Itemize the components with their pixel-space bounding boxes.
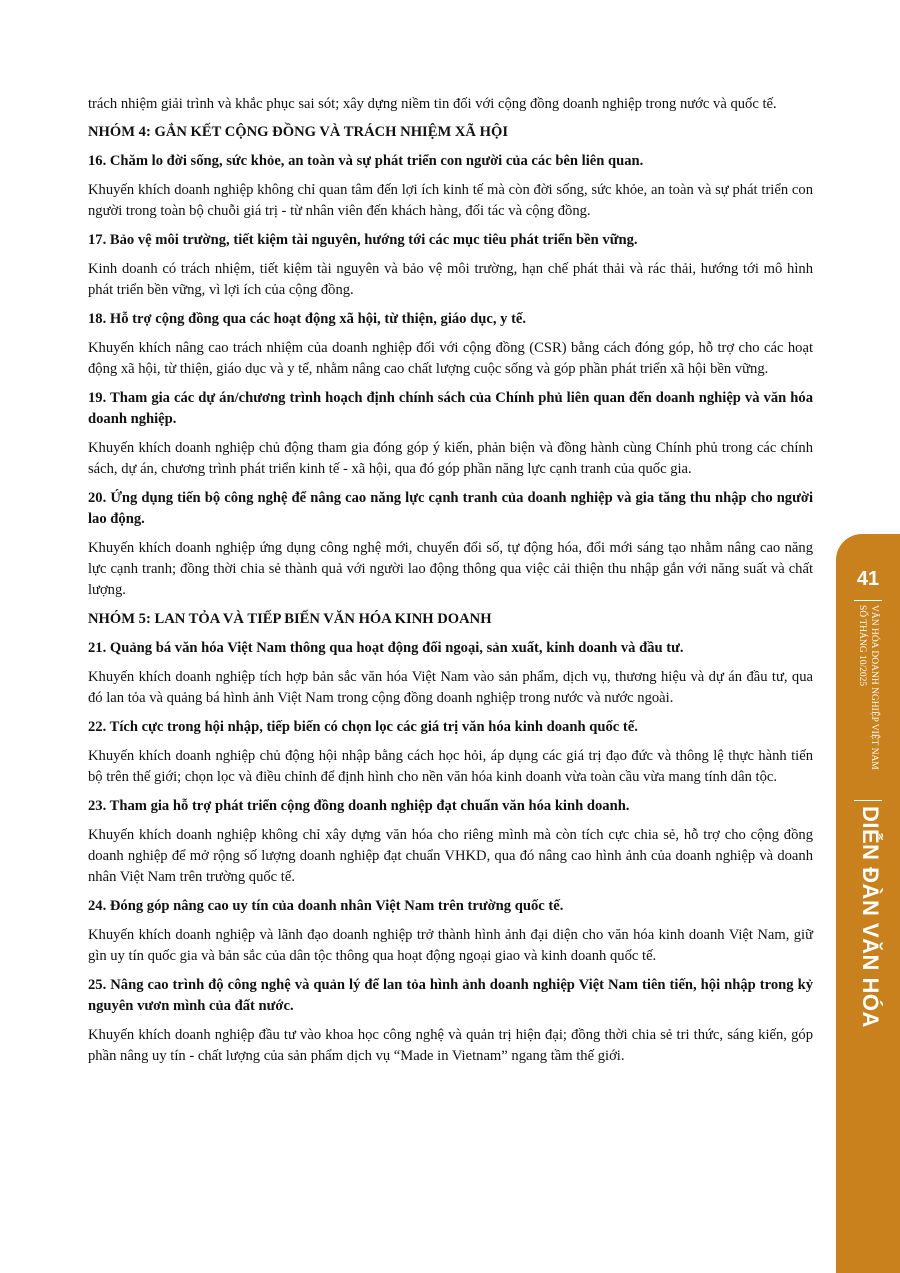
issue-date: SỐ THÁNG 10/2025: [857, 605, 867, 687]
article-body: [88, 94, 813, 1075]
item-title: 24. Đóng góp nâng cao uy tín của doanh nhân Việt Nam trên trường quốc tế.: [88, 898, 564, 914]
item-title: 23. Tham gia hỗ trợ phát triển cộng đồng doanh nghiệp đạt chuẩn văn hóa kinh doanh.: [88, 798, 630, 814]
page-number: 41: [856, 568, 880, 590]
item-title: 17. Bảo vệ môi trường, tiết kiệm tài nguyên, hướng tới các mục tiêu phát triển bền vững.: [88, 232, 638, 248]
item-body: Khuyến khích doanh nghiệp tích hợp bản sắc văn hóa Việt Nam vào sản phẩm, dịch vụ, thương hiệu và dự án đầu tư, qua đó lan tỏa và quảng bá hình ảnh Việt Nam trong cộng đồng doanh nghiệp trong nước và nước ngoài.: [88, 669, 813, 706]
item-body: Khuyến khích doanh nghiệp ứng dụng công nghệ mới, chuyển đổi số, tự động hóa, đổi mới sáng tạo nhằm nâng cao năng lực cạnh tranh; đồng thời chia sẻ thành quả với người lao động thông qua việc cải thiện thu nhập gắn với năng suất và chất lượng.: [88, 540, 813, 598]
lead-paragraph: trách nhiệm giải trình và khắc phục sai sót; xây dựng niềm tin đối với cộng đồng doanh nghiệp trong nước và quốc tế.: [88, 96, 777, 112]
item-body: Khuyến khích doanh nghiệp không chỉ quan tâm đến lợi ích kinh tế mà còn đời sống, sức khỏe, an toàn và sự phát triển con người trong toàn bộ chuỗi giá trị - từ nhân viên đến khách hàng, đối tác và cộng đồng.: [88, 182, 813, 219]
item-title: 20. Ứng dụng tiến bộ công nghệ để nâng cao năng lực cạnh tranh của doanh nghiệp và gia tăng thu nhập cho người lao động.: [88, 490, 813, 527]
sidebar-divider: [854, 800, 882, 801]
item-body: Khuyến khích doanh nghiệp chủ động hội nhập bằng cách học hỏi, áp dụng các giá trị đạo đức và thông lệ thực hành tiến bộ trên thế giới; chọn lọc và điều chỉnh để định hình cho nền văn hóa kinh doanh vừa toàn cầu vừa mang tính dân tộc.: [88, 748, 813, 785]
item-body: Khuyến khích doanh nghiệp chủ động tham gia đóng góp ý kiến, phản biện và đồng hành cùng Chính phủ trong các chính sách, dự án, chương trình phát triển kinh tế - xã hội, qua đó góp phần năng lực cạnh tranh của quốc gia.: [88, 440, 813, 477]
item-body: Khuyến khích doanh nghiệp không chỉ xây dựng văn hóa cho riêng mình mà còn tích cực chia sẻ, hỗ trợ cho cộng đồng doanh nghiệp để mở rộng số lượng doanh nghiệp đạt chuẩn VHKD, qua đó nâng cao hình ảnh của doanh nghiệp và doanh nhân Việt Nam trên trường quốc tế.: [88, 827, 813, 885]
item-title: 18. Hỗ trợ cộng đồng qua các hoạt động xã hội, từ thiện, giáo dục, y tế.: [88, 311, 527, 327]
group-title: NHÓM 5: LAN TỎA VÀ TIẾP BIẾN VĂN HÓA KINH DOANH: [88, 611, 492, 627]
item-title: 22. Tích cực trong hội nhập, tiếp biến có chọn lọc các giá trị văn hóa kinh doanh quốc tế.: [88, 719, 638, 735]
item-title: 25. Nâng cao trình độ công nghệ và quản lý để lan tỏa hình ảnh doanh nghiệp Việt Nam tiên tiến, hội nhập trong kỷ nguyên vươn mình của đất nước.: [88, 977, 813, 1014]
item-body: Khuyến khích doanh nghiệp đầu tư vào khoa học công nghệ và quản trị hiện đại; đồng thời chia sẻ tri thức, sáng kiến, góp phần nâng uy tín - chất lượng của sản phẩm dịch vụ “Made in Vietnam” ngang tầm thế giới.: [88, 1027, 813, 1064]
magazine-info: [856, 605, 880, 770]
section-sidebar: [836, 534, 900, 1273]
item-title: 16. Chăm lo đời sống, sức khỏe, an toàn và sự phát triển con người của các bên liên quan.: [88, 153, 644, 169]
item-body: Kinh doanh có trách nhiệm, tiết kiệm tài nguyên và bảo vệ môi trường, hạn chế phát thải và rác thải, hướng tới mô hình phát triển bền vững, vì lợi ích của cộng đồng.: [88, 261, 813, 298]
item-body: Khuyến khích doanh nghiệp và lãnh đạo doanh nghiệp trở thành hình ảnh đại diện cho văn hóa kinh doanh Việt Nam, giữ gìn uy tín quốc gia và bản sắc của dân tộc thông qua hoạt động ngoại giao và kinh doanh quốc tế.: [88, 927, 813, 964]
magazine-name: VĂN HÓA DOANH NGHIỆP VIỆT NAM: [869, 605, 879, 770]
item-body: Khuyến khích nâng cao trách nhiệm của doanh nghiệp đối với cộng đồng (CSR) bằng cách đóng góp, hỗ trợ cho các hoạt động xã hội, từ thiện, giáo dục và y tế, nhằm nâng cao chất lượng cuộc sống và góp phần phát triển xã hội bền vững.: [88, 340, 813, 377]
sidebar-divider: [854, 600, 882, 601]
item-title: 19. Tham gia các dự án/chương trình hoạch định chính sách của Chính phủ liên quan đến doanh nghiệp và văn hóa doanh nghiệp.: [88, 390, 813, 427]
section-title: DIỄN ĐÀN VĂN HÓA: [858, 806, 883, 1028]
item-title: 21. Quảng bá văn hóa Việt Nam thông qua hoạt động đối ngoại, sản xuất, kinh doanh và đầu tư.: [88, 640, 684, 656]
group-title: NHÓM 4: GẮN KẾT CỘNG ĐỒNG VÀ TRÁCH NHIỆM XÃ HỘI: [88, 124, 508, 140]
